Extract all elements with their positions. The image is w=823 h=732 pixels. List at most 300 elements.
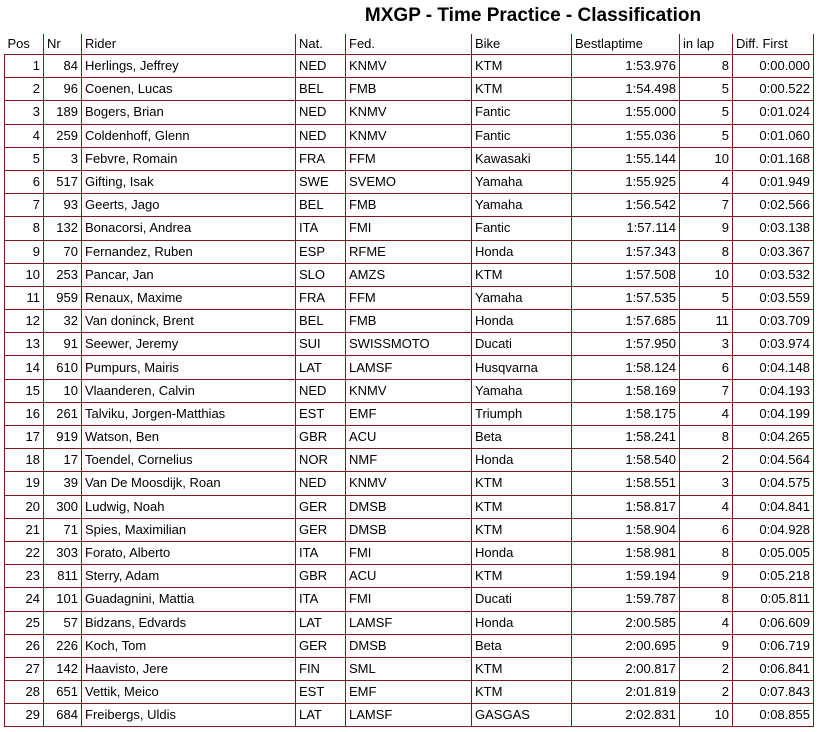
cell-rider: Forato, Alberto xyxy=(82,541,296,564)
cell-in-lap: 8 xyxy=(680,541,733,564)
cell-bestlaptime: 1:57.535 xyxy=(572,286,680,309)
cell-nat: NED xyxy=(296,472,346,495)
cell-in-lap: 10 xyxy=(680,263,733,286)
cell-in-lap: 5 xyxy=(680,101,733,124)
col-header-bike: Bike xyxy=(472,34,572,55)
cell-fed: DMSB xyxy=(346,518,472,541)
cell-bike: Fantic xyxy=(472,124,572,147)
cell-nr: 3 xyxy=(44,147,82,170)
cell-rider: Renaux, Maxime xyxy=(82,286,296,309)
cell-nr: 91 xyxy=(44,333,82,356)
cell-bike: Yamaha xyxy=(472,170,572,193)
table-row xyxy=(5,170,814,193)
cell-nr: 517 xyxy=(44,170,82,193)
cell-fed: FFM xyxy=(346,147,472,170)
cell-bike: Honda xyxy=(472,449,572,472)
cell-pos: 17 xyxy=(5,426,44,449)
cell-bestlaptime: 1:55.000 xyxy=(572,101,680,124)
cell-bike: Yamaha xyxy=(472,194,572,217)
cell-fed: DMSB xyxy=(346,495,472,518)
col-header-nr: Nr xyxy=(44,34,82,55)
cell-nr: 684 xyxy=(44,704,82,727)
table-row xyxy=(5,588,814,611)
table-row xyxy=(5,657,814,680)
table-row xyxy=(5,681,814,704)
cell-fed: EMF xyxy=(346,681,472,704)
cell-bike: KTM xyxy=(472,78,572,101)
page-title: MXGP - Time Practice - Classification xyxy=(364,5,702,26)
cell-diff-first: 0:04.841 xyxy=(733,495,814,518)
cell-nat: FRA xyxy=(296,147,346,170)
cell-nat: NED xyxy=(296,124,346,147)
cell-bestlaptime: 1:57.508 xyxy=(572,263,680,286)
cell-nr: 259 xyxy=(44,124,82,147)
cell-in-lap: 2 xyxy=(680,657,733,680)
cell-in-lap: 7 xyxy=(680,379,733,402)
cell-rider: Seewer, Jeremy xyxy=(82,333,296,356)
cell-bestlaptime: 1:58.241 xyxy=(572,426,680,449)
cell-fed: FMB xyxy=(346,310,472,333)
table-row xyxy=(5,263,814,286)
cell-bike: GASGAS xyxy=(472,704,572,727)
cell-nr: 101 xyxy=(44,588,82,611)
cell-nat: NED xyxy=(296,379,346,402)
cell-nat: SLO xyxy=(296,263,346,286)
table-row xyxy=(5,217,814,240)
cell-rider: Pumpurs, Mairis xyxy=(82,356,296,379)
cell-fed: SWISSMOTO xyxy=(346,333,472,356)
cell-diff-first: 0:06.719 xyxy=(733,634,814,657)
cell-nat: ITA xyxy=(296,541,346,564)
cell-rider: Van doninck, Brent xyxy=(82,310,296,333)
cell-in-lap: 5 xyxy=(680,286,733,309)
cell-fed: FMI xyxy=(346,217,472,240)
cell-bike: Beta xyxy=(472,634,572,657)
cell-rider: Bogers, Brian xyxy=(82,101,296,124)
cell-bike: Yamaha xyxy=(472,379,572,402)
cell-nr: 189 xyxy=(44,101,82,124)
cell-bestlaptime: 2:01.819 xyxy=(572,681,680,704)
cell-nat: BEL xyxy=(296,310,346,333)
cell-nat: NED xyxy=(296,101,346,124)
cell-pos: 7 xyxy=(5,194,44,217)
cell-nr: 959 xyxy=(44,286,82,309)
cell-diff-first: 0:01.024 xyxy=(733,101,814,124)
cell-rider: Van De Moosdijk, Roan xyxy=(82,472,296,495)
cell-rider: Geerts, Jago xyxy=(82,194,296,217)
table-row xyxy=(5,194,814,217)
cell-bestlaptime: 2:00.817 xyxy=(572,657,680,680)
cell-pos: 27 xyxy=(5,657,44,680)
cell-nr: 84 xyxy=(44,55,82,78)
cell-bestlaptime: 1:58.904 xyxy=(572,518,680,541)
cell-rider: Spies, Maximilian xyxy=(82,518,296,541)
cell-bike: Honda xyxy=(472,310,572,333)
cell-nat: SWE xyxy=(296,170,346,193)
cell-nat: ITA xyxy=(296,588,346,611)
cell-in-lap: 9 xyxy=(680,634,733,657)
cell-pos: 18 xyxy=(5,449,44,472)
cell-rider: Vettik, Meico xyxy=(82,681,296,704)
cell-nr: 70 xyxy=(44,240,82,263)
cell-pos: 4 xyxy=(5,124,44,147)
cell-in-lap: 4 xyxy=(680,611,733,634)
cell-rider: Guadagnini, Mattia xyxy=(82,588,296,611)
cell-nat: LAT xyxy=(296,356,346,379)
cell-nat: ITA xyxy=(296,217,346,240)
cell-nr: 10 xyxy=(44,379,82,402)
cell-fed: LAMSF xyxy=(346,704,472,727)
cell-nat: GER xyxy=(296,634,346,657)
cell-rider: Sterry, Adam xyxy=(82,565,296,588)
table-row xyxy=(5,147,814,170)
cell-nat: BEL xyxy=(296,194,346,217)
col-header-bestlaptime: Bestlaptime xyxy=(572,34,680,55)
cell-in-lap: 9 xyxy=(680,565,733,588)
cell-rider: Febvre, Romain xyxy=(82,147,296,170)
cell-fed: KNMV xyxy=(346,101,472,124)
cell-bike: KTM xyxy=(472,518,572,541)
cell-nat: LAT xyxy=(296,704,346,727)
cell-in-lap: 11 xyxy=(680,310,733,333)
table-row xyxy=(5,286,814,309)
cell-in-lap: 7 xyxy=(680,194,733,217)
cell-bike: Triumph xyxy=(472,402,572,425)
cell-bestlaptime: 1:58.124 xyxy=(572,356,680,379)
cell-diff-first: 0:05.005 xyxy=(733,541,814,564)
cell-bestlaptime: 1:55.144 xyxy=(572,147,680,170)
cell-fed: FMI xyxy=(346,588,472,611)
cell-fed: LAMSF xyxy=(346,611,472,634)
cell-nr: 610 xyxy=(44,356,82,379)
cell-bike: Ducati xyxy=(472,333,572,356)
cell-nr: 811 xyxy=(44,565,82,588)
cell-fed: NMF xyxy=(346,449,472,472)
cell-bike: Fantic xyxy=(472,101,572,124)
cell-fed: KNMV xyxy=(346,379,472,402)
table-row xyxy=(5,495,814,518)
table-row xyxy=(5,518,814,541)
table-row xyxy=(5,565,814,588)
cell-nat: GER xyxy=(296,495,346,518)
cell-nr: 226 xyxy=(44,634,82,657)
cell-diff-first: 0:04.928 xyxy=(733,518,814,541)
cell-bestlaptime: 1:56.542 xyxy=(572,194,680,217)
cell-diff-first: 0:04.199 xyxy=(733,402,814,425)
cell-diff-first: 0:04.575 xyxy=(733,472,814,495)
cell-nat: EST xyxy=(296,681,346,704)
cell-diff-first: 0:02.566 xyxy=(733,194,814,217)
cell-rider: Haavisto, Jere xyxy=(82,657,296,680)
cell-bike: KTM xyxy=(472,472,572,495)
cell-diff-first: 0:05.811 xyxy=(733,588,814,611)
cell-diff-first: 0:03.974 xyxy=(733,333,814,356)
cell-pos: 29 xyxy=(5,704,44,727)
cell-nr: 32 xyxy=(44,310,82,333)
cell-diff-first: 0:07.843 xyxy=(733,681,814,704)
cell-in-lap: 6 xyxy=(680,356,733,379)
cell-bestlaptime: 1:54.498 xyxy=(572,78,680,101)
cell-nr: 253 xyxy=(44,263,82,286)
cell-diff-first: 0:04.193 xyxy=(733,379,814,402)
cell-nat: NED xyxy=(296,55,346,78)
cell-bestlaptime: 1:58.817 xyxy=(572,495,680,518)
cell-pos: 6 xyxy=(5,170,44,193)
cell-bestlaptime: 1:55.036 xyxy=(572,124,680,147)
cell-fed: ACU xyxy=(346,426,472,449)
cell-bestlaptime: 2:00.585 xyxy=(572,611,680,634)
cell-fed: AMZS xyxy=(346,263,472,286)
cell-pos: 26 xyxy=(5,634,44,657)
cell-bike: Yamaha xyxy=(472,286,572,309)
cell-pos: 8 xyxy=(5,217,44,240)
cell-bike: KTM xyxy=(472,495,572,518)
cell-fed: EMF xyxy=(346,402,472,425)
cell-rider: Fernandez, Ruben xyxy=(82,240,296,263)
cell-bike: Husqvarna xyxy=(472,356,572,379)
cell-bestlaptime: 1:53.976 xyxy=(572,55,680,78)
table-row xyxy=(5,449,814,472)
table-row xyxy=(5,310,814,333)
cell-in-lap: 8 xyxy=(680,588,733,611)
cell-pos: 13 xyxy=(5,333,44,356)
cell-nat: BEL xyxy=(296,78,346,101)
col-header-fed: Fed. xyxy=(346,34,472,55)
cell-in-lap: 2 xyxy=(680,449,733,472)
cell-nr: 261 xyxy=(44,402,82,425)
cell-bike: Honda xyxy=(472,541,572,564)
cell-fed: KNMV xyxy=(346,472,472,495)
cell-diff-first: 0:08.855 xyxy=(733,704,814,727)
col-header-rider: Rider xyxy=(82,34,296,55)
cell-diff-first: 0:04.564 xyxy=(733,449,814,472)
cell-fed: SML xyxy=(346,657,472,680)
cell-in-lap: 10 xyxy=(680,704,733,727)
cell-pos: 3 xyxy=(5,101,44,124)
cell-diff-first: 0:06.609 xyxy=(733,611,814,634)
cell-fed: LAMSF xyxy=(346,356,472,379)
cell-in-lap: 4 xyxy=(680,495,733,518)
cell-pos: 15 xyxy=(5,379,44,402)
cell-rider: Coenen, Lucas xyxy=(82,78,296,101)
cell-nr: 71 xyxy=(44,518,82,541)
cell-bike: Ducati xyxy=(472,588,572,611)
cell-bike: KTM xyxy=(472,263,572,286)
table-row xyxy=(5,78,814,101)
cell-nat: GER xyxy=(296,518,346,541)
cell-in-lap: 4 xyxy=(680,170,733,193)
cell-bike: Honda xyxy=(472,611,572,634)
cell-diff-first: 0:05.218 xyxy=(733,565,814,588)
cell-rider: Bonacorsi, Andrea xyxy=(82,217,296,240)
cell-bestlaptime: 1:57.685 xyxy=(572,310,680,333)
table-row xyxy=(5,541,814,564)
classification-table xyxy=(4,34,814,727)
cell-pos: 2 xyxy=(5,78,44,101)
cell-diff-first: 0:01.060 xyxy=(733,124,814,147)
cell-rider: Bidzans, Edvards xyxy=(82,611,296,634)
col-header-nat: Nat. xyxy=(296,34,346,55)
cell-pos: 12 xyxy=(5,310,44,333)
cell-rider: Watson, Ben xyxy=(82,426,296,449)
header-row xyxy=(5,34,814,55)
table-row xyxy=(5,333,814,356)
cell-fed: FFM xyxy=(346,286,472,309)
cell-bestlaptime: 1:58.981 xyxy=(572,541,680,564)
cell-diff-first: 0:04.148 xyxy=(733,356,814,379)
cell-rider: Herlings, Jeffrey xyxy=(82,55,296,78)
cell-nat: LAT xyxy=(296,611,346,634)
cell-diff-first: 0:00.000 xyxy=(733,55,814,78)
cell-nat: EST xyxy=(296,402,346,425)
cell-nr: 57 xyxy=(44,611,82,634)
cell-pos: 16 xyxy=(5,402,44,425)
cell-pos: 20 xyxy=(5,495,44,518)
cell-nat: FRA xyxy=(296,286,346,309)
cell-in-lap: 9 xyxy=(680,217,733,240)
cell-pos: 25 xyxy=(5,611,44,634)
cell-fed: KNMV xyxy=(346,124,472,147)
cell-pos: 5 xyxy=(5,147,44,170)
cell-pos: 11 xyxy=(5,286,44,309)
cell-in-lap: 4 xyxy=(680,402,733,425)
cell-bike: Kawasaki xyxy=(472,147,572,170)
cell-fed: ACU xyxy=(346,565,472,588)
cell-in-lap: 8 xyxy=(680,426,733,449)
cell-fed: FMB xyxy=(346,194,472,217)
cell-nat: GBR xyxy=(296,565,346,588)
cell-bike: KTM xyxy=(472,657,572,680)
cell-bestlaptime: 1:58.169 xyxy=(572,379,680,402)
cell-diff-first: 0:00.522 xyxy=(733,78,814,101)
cell-diff-first: 0:06.841 xyxy=(733,657,814,680)
cell-nat: ESP xyxy=(296,240,346,263)
cell-pos: 9 xyxy=(5,240,44,263)
cell-nr: 300 xyxy=(44,495,82,518)
cell-bestlaptime: 2:02.831 xyxy=(572,704,680,727)
cell-bike: Fantic xyxy=(472,217,572,240)
cell-pos: 23 xyxy=(5,565,44,588)
cell-rider: Pancar, Jan xyxy=(82,263,296,286)
cell-bike: Beta xyxy=(472,426,572,449)
cell-nr: 132 xyxy=(44,217,82,240)
table-row xyxy=(5,426,814,449)
cell-bestlaptime: 1:59.194 xyxy=(572,565,680,588)
cell-bike: KTM xyxy=(472,565,572,588)
cell-bestlaptime: 1:57.950 xyxy=(572,333,680,356)
cell-rider: Gifting, Isak xyxy=(82,170,296,193)
cell-bestlaptime: 1:57.343 xyxy=(572,240,680,263)
table-row xyxy=(5,634,814,657)
table-row xyxy=(5,124,814,147)
cell-nat: NOR xyxy=(296,449,346,472)
cell-rider: Vlaanderen, Calvin xyxy=(82,379,296,402)
cell-fed: RFME xyxy=(346,240,472,263)
cell-diff-first: 0:04.265 xyxy=(733,426,814,449)
cell-fed: FMI xyxy=(346,541,472,564)
cell-nat: FIN xyxy=(296,657,346,680)
cell-bestlaptime: 1:59.787 xyxy=(572,588,680,611)
cell-in-lap: 6 xyxy=(680,518,733,541)
cell-diff-first: 0:03.138 xyxy=(733,217,814,240)
cell-rider: Talviku, Jorgen-Matthias xyxy=(82,402,296,425)
cell-diff-first: 0:01.949 xyxy=(733,170,814,193)
cell-diff-first: 0:03.709 xyxy=(733,310,814,333)
cell-nr: 142 xyxy=(44,657,82,680)
cell-rider: Coldenhoff, Glenn xyxy=(82,124,296,147)
cell-in-lap: 3 xyxy=(680,472,733,495)
cell-in-lap: 8 xyxy=(680,55,733,78)
cell-pos: 1 xyxy=(5,55,44,78)
cell-nr: 39 xyxy=(44,472,82,495)
cell-fed: SVEMO xyxy=(346,170,472,193)
cell-in-lap: 5 xyxy=(680,78,733,101)
table-row xyxy=(5,240,814,263)
cell-nr: 303 xyxy=(44,541,82,564)
cell-rider: Koch, Tom xyxy=(82,634,296,657)
cell-pos: 19 xyxy=(5,472,44,495)
cell-nr: 93 xyxy=(44,194,82,217)
table-row xyxy=(5,402,814,425)
table-row xyxy=(5,472,814,495)
cell-diff-first: 0:03.367 xyxy=(733,240,814,263)
table-row xyxy=(5,611,814,634)
cell-bike: KTM xyxy=(472,681,572,704)
cell-diff-first: 0:01.168 xyxy=(733,147,814,170)
cell-in-lap: 3 xyxy=(680,333,733,356)
cell-nat: SUI xyxy=(296,333,346,356)
col-header-pos: Pos xyxy=(5,34,44,55)
cell-pos: 10 xyxy=(5,263,44,286)
cell-bike: Honda xyxy=(472,240,572,263)
cell-rider: Freibergs, Uldis xyxy=(82,704,296,727)
cell-nr: 919 xyxy=(44,426,82,449)
cell-fed: FMB xyxy=(346,78,472,101)
cell-bestlaptime: 1:58.540 xyxy=(572,449,680,472)
cell-nat: GBR xyxy=(296,426,346,449)
cell-in-lap: 2 xyxy=(680,681,733,704)
table-body xyxy=(5,55,814,727)
col-header-in-lap: in lap xyxy=(680,34,733,55)
cell-in-lap: 8 xyxy=(680,240,733,263)
cell-pos: 28 xyxy=(5,681,44,704)
cell-pos: 21 xyxy=(5,518,44,541)
cell-fed: KNMV xyxy=(346,55,472,78)
table-row xyxy=(5,356,814,379)
cell-fed: DMSB xyxy=(346,634,472,657)
cell-nr: 17 xyxy=(44,449,82,472)
col-header-diff-first: Diff. First xyxy=(733,34,814,55)
cell-nr: 96 xyxy=(44,78,82,101)
table-row xyxy=(5,101,814,124)
cell-in-lap: 10 xyxy=(680,147,733,170)
cell-bestlaptime: 1:58.551 xyxy=(572,472,680,495)
cell-pos: 24 xyxy=(5,588,44,611)
cell-rider: Ludwig, Noah xyxy=(82,495,296,518)
cell-bestlaptime: 1:58.175 xyxy=(572,402,680,425)
cell-bestlaptime: 1:57.114 xyxy=(572,217,680,240)
cell-pos: 22 xyxy=(5,541,44,564)
cell-pos: 14 xyxy=(5,356,44,379)
cell-bestlaptime: 1:55.925 xyxy=(572,170,680,193)
cell-bestlaptime: 2:00.695 xyxy=(572,634,680,657)
cell-in-lap: 5 xyxy=(680,124,733,147)
table-row xyxy=(5,55,814,78)
cell-bike: KTM xyxy=(472,55,572,78)
cell-nr: 651 xyxy=(44,681,82,704)
table-row xyxy=(5,704,814,727)
table-row xyxy=(5,379,814,402)
